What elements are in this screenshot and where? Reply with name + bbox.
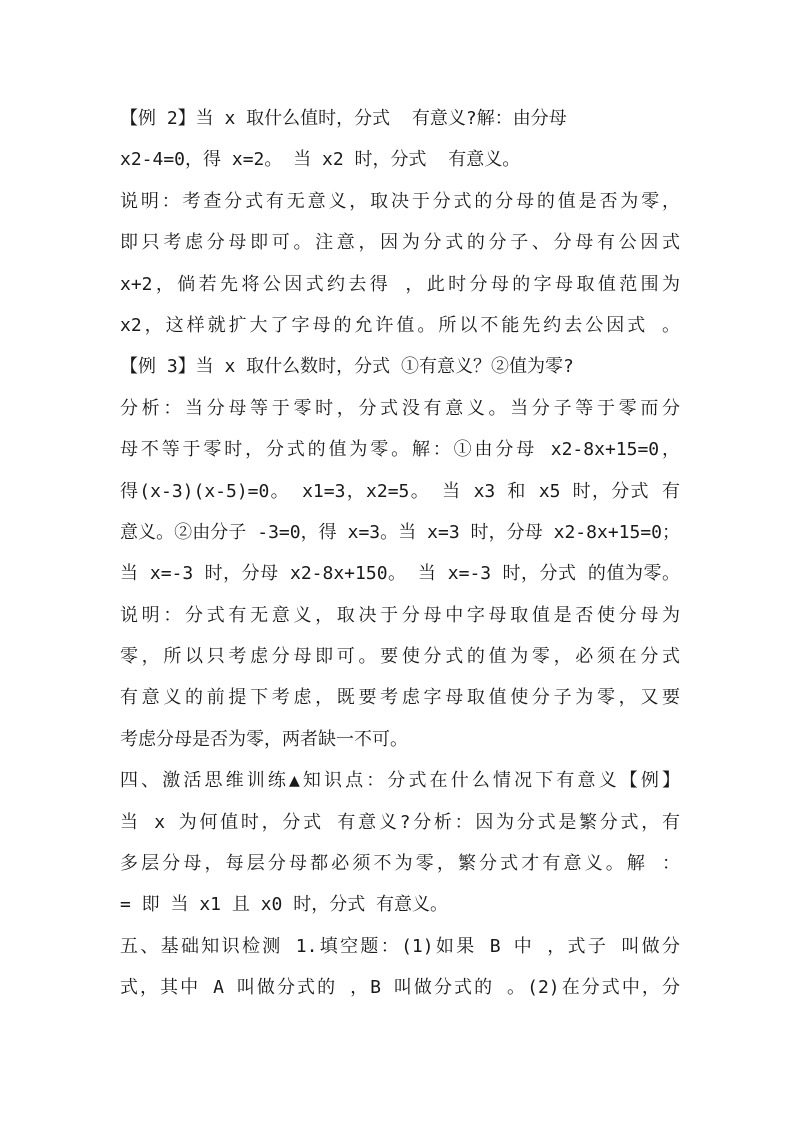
text-line: 即只考虑分母即可。注意，因为分式的分子、分母有公因式	[120, 232, 680, 254]
text-line: x+2，倘若先将公因式约去得 ，此时分母的字母取值范围为	[120, 273, 680, 295]
text-line: 分析：当分母等于零时，分式没有意义。当分子等于零而分	[120, 397, 680, 419]
text-line: 零，所以只考虑分母即可。要使分式的值为零，必须在分式	[120, 646, 680, 668]
text-line: 考虑分母是否为零，两者缺一不可。	[120, 728, 408, 750]
text-line: x2，这样就扩大了字母的允许值。所以不能先约去公因式 。	[120, 314, 680, 336]
text-line: x2-4=0，得 x=2。 当 x2 时，分式 有意义。	[120, 149, 521, 171]
text-line: 说明：考查分式有无意义，取决于分式的分母的值是否为零，	[120, 190, 680, 212]
text-line: 母不等于零时，分式的值为零。解：①由分母 x2-8x+15=0，	[120, 439, 680, 461]
text-line: 当 x=-3 时，分母 x2-8x+150。 当 x=-3 时，分式 的值为零。	[120, 563, 680, 585]
text-line: 【例 3】当 x 取什么数时，分式 ①有意义？②值为零?	[120, 356, 574, 378]
text-line: 式，其中 A 叫做分式的 ，B 叫做分式的 。(2)在分式中，分	[120, 977, 680, 999]
text-line: 多层分母，每层分母都必须不为零，繁分式才有意义。解 ：	[120, 853, 680, 875]
text-line: 当 x 为何值时，分式 有意义?分析：因为分式是繁分式，有	[120, 811, 680, 833]
text-line: = 即 当 x1 且 x0 时，分式 有意义。	[120, 894, 449, 916]
text-line: 说明：分式有无意义，取决于分母中字母取值是否使分母为	[120, 604, 680, 626]
text-line: 意义。②由分子 -3=0，得 x=3。当 x=3 时，分母 x2-8x+15=0；	[120, 521, 680, 543]
text-line: 有意义的前提下考虑，既要考虑字母取值使分子为零，又要	[120, 687, 680, 709]
document-body	[120, 98, 680, 1009]
text-line: 五、基础知识检测 1.填空题：(1)如果 B 中 ，式子 叫做分	[120, 935, 680, 957]
text-line: 得(x-3)(x-5)=0。 x1=3，x2=5。 当 x3 和 x5 时，分式 有	[120, 480, 680, 502]
text-line: 【例 2】当 x 取什么值时，分式 有意义?解：由分母	[120, 108, 567, 129]
text-line: 四、激活思维训练▲知识点：分式在什么情况下有意义【例】	[120, 770, 680, 792]
